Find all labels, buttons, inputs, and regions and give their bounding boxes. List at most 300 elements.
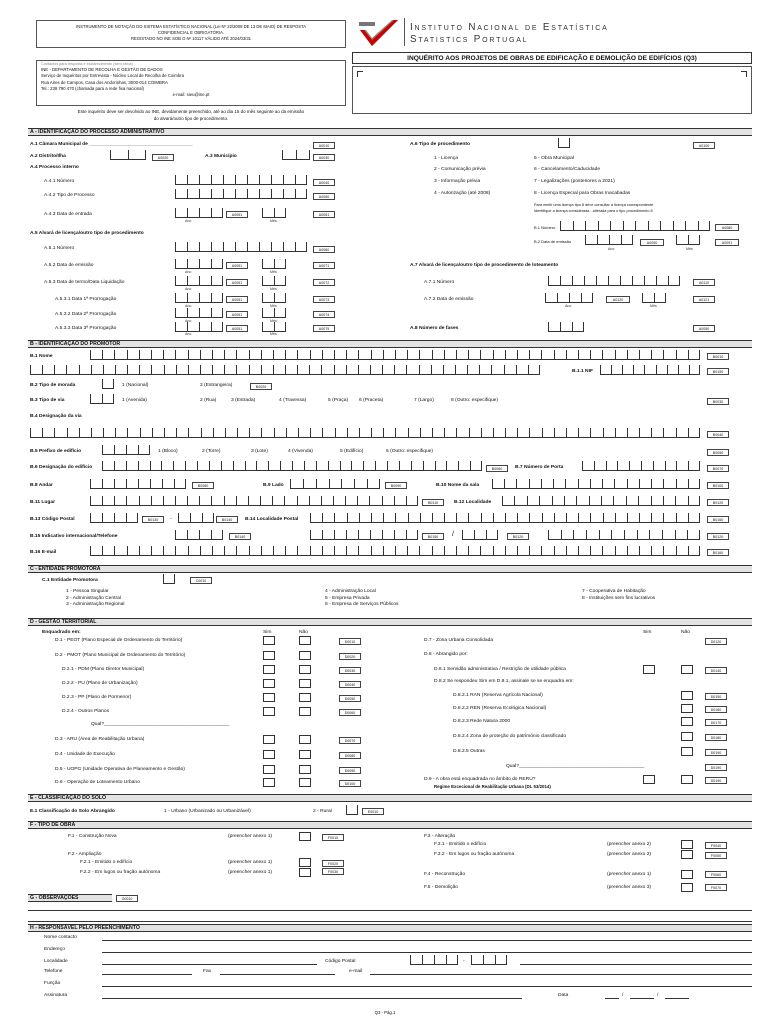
b2-address-code: B0020 [250, 383, 272, 390]
observations-line[interactable] [28, 921, 752, 922]
b15-phone2-code: B0120 [707, 533, 729, 540]
a43-month[interactable] [262, 209, 286, 218]
instruction-text [36, 109, 346, 122]
ine-logo-icon [358, 16, 402, 50]
b15-ext-code: B0120 [507, 533, 529, 540]
b12-code: B0120 [707, 499, 729, 506]
a3-label: A.3 Município [205, 154, 237, 159]
section-h-header: H - RESPONSÁVEL PELO PREENCHIMENTO [28, 924, 752, 932]
d-left-nao-checkbox[interactable] [299, 693, 311, 702]
contact-line: Serviço de Inquéritos por Entrevista - Núcleo Local de Recolha de Coimbra [41, 73, 185, 79]
f5-code: F0070 [705, 884, 727, 891]
instruction-line: do alvará/outro tipo de procedimento. [153, 115, 229, 121]
d-left-code: D0050 [339, 695, 361, 702]
year-caption: Ano [185, 219, 192, 223]
b3-input[interactable] [90, 395, 114, 404]
b15-label: B.15 Indicativo internacional/Telefone [30, 534, 118, 539]
e1-opt-1: 1 - Urbano (Urbanizado ou Urbanizável) [164, 809, 251, 814]
d-left-sim-checkbox[interactable] [263, 651, 275, 660]
instrument-line: INSTRUMENTO DE NOTAÇÃO DO SISTEMA ESTATÍSTICO NACIONAL (Lei Nº 22/2008 DE 13 DE MAIO) DE RESPOSTA [75, 24, 307, 29]
b3-opt-1: 1 (Avenida) [122, 398, 147, 403]
b11-place-input[interactable] [90, 497, 418, 506]
institute-name-en: Statistics Portugal [410, 34, 529, 45]
a531-code: A0073 [313, 296, 335, 303]
d-right-item: D.9 - A obra está enquadrada no âmbito do RERU? [424, 777, 536, 782]
a1-label: A.1 Câmara Municipal de ______________________________________ [30, 142, 193, 147]
b15-ext-input[interactable] [462, 531, 498, 540]
c1-label: C.1 Entidade Promotora [42, 578, 98, 583]
a42-code: A0050 [313, 193, 335, 200]
d-right-item: D.7 - Zona Urbana Consolidada [424, 638, 494, 643]
d-left-sim-checkbox[interactable] [263, 679, 275, 688]
a532-month[interactable] [262, 309, 286, 318]
instrument-line: REGISTADO NO INE SOB O Nº 10117 VÁLIDO ATÉ 2024/03/31 [131, 36, 251, 41]
d-right-item: D.8 - Abrangido por: [424, 652, 468, 657]
b12-input[interactable] [502, 497, 700, 506]
f32-checkbox[interactable] [681, 850, 693, 859]
a531-year[interactable] [175, 294, 223, 303]
f31-code: F0040 [705, 842, 727, 849]
d-right-sim-checkbox[interactable] [643, 665, 655, 674]
contact-caption: Contactos para resposta e esclarecimento (sem selos) [41, 62, 133, 66]
a6-opt-7: 7 - Legalizações (posteriores a 2021) [534, 179, 615, 184]
f21-checkbox[interactable] [299, 858, 311, 867]
d-left-sim-checkbox[interactable] [263, 778, 275, 787]
b8-code: B0080 [192, 482, 214, 489]
d-left-nao-checkbox[interactable] [299, 679, 311, 688]
b8-label: B.8 Andar [30, 483, 53, 488]
a51-code: A0060 [313, 246, 335, 253]
b9-input[interactable] [290, 480, 380, 489]
b3-opt-2: 2 (Rua) [200, 398, 217, 403]
c1-opt: 5 - Empresa Privada [325, 595, 370, 601]
b2-address-input[interactable] [102, 380, 114, 389]
d-right-item: D.8.2 Se respondeu Sim em D.8.1, assinale se se enquadra em: [434, 679, 574, 684]
d-right-sim-checkbox[interactable] [643, 775, 655, 784]
month-caption: Mês [270, 319, 277, 323]
a532-code-year: A0051 [226, 311, 248, 318]
a41-input[interactable] [175, 176, 307, 185]
d-right-item: Regime Excecional de Reabilitação Urbana (DL 53/2014) [434, 784, 551, 789]
a6-input[interactable] [558, 139, 570, 148]
b5-code: B0050 [707, 449, 729, 456]
f1-anexo: (preencher anexo 1) [228, 834, 273, 839]
h-fax-input[interactable] [220, 974, 335, 975]
a533-label: A.5.3.3 Data 3ª Prorrogação [55, 326, 117, 331]
h-telefone-input[interactable] [102, 974, 192, 975]
a2-input[interactable] [110, 151, 146, 160]
h-funcao-input[interactable] [102, 986, 752, 987]
d-right-code: D0190 [705, 777, 727, 784]
b6-code: B0060 [486, 465, 508, 472]
a6-opt-1: 1 - Licença [434, 156, 458, 161]
a52-code-year: A0051 [226, 262, 248, 269]
d-left-item: D.2.1 - PDM (Plano Diretor Municipal) [62, 667, 145, 672]
phone-slash: / [452, 531, 454, 538]
a532-label: A.5.3.2 Data 2ª Prorrogação [55, 312, 117, 317]
f5-checkbox[interactable] [681, 883, 693, 892]
b7-label: B.7 Número de Porta [515, 465, 564, 470]
b8-input[interactable] [90, 480, 186, 489]
month-caption: Mês [650, 304, 657, 308]
d-right-nao-checkbox[interactable] [681, 665, 693, 674]
c1-opts-col1 [66, 589, 124, 609]
b15-intl-input[interactable] [175, 531, 223, 540]
b4-code: B0040 [707, 431, 729, 438]
h-nome-input[interactable] [102, 940, 752, 941]
b7-input[interactable] [582, 462, 700, 471]
a533-code: A0075 [313, 325, 335, 332]
h-cp-locality-input[interactable] [520, 964, 752, 965]
d-left-nao-checkbox[interactable] [299, 778, 311, 787]
b3-opt-3: 3 (Estrada) [231, 398, 256, 403]
section-f-header: F - TIPO DE OBRA [28, 821, 752, 829]
page-footer: Q3 - Pág.1 [374, 1010, 396, 1015]
a531-code-year: A0051 [226, 296, 248, 303]
b12-label: B.12 Localidade [454, 500, 492, 505]
b10-input[interactable] [492, 480, 700, 489]
d-right-item: Qual?______________________________________________ [506, 764, 645, 769]
b13-label: B.13 Código Postal [30, 517, 75, 522]
a533-year[interactable] [175, 323, 223, 332]
d-left-item: D.5 - UOPG (Unidade Operativa de Planeamento e Gestão) [55, 767, 185, 772]
h-funcao-label: Função [44, 981, 61, 986]
b15-phone-input[interactable] [310, 531, 418, 540]
b2-month[interactable] [676, 236, 700, 245]
b16-code: B0160 [707, 549, 729, 556]
h-cp-label: Código Postal [325, 959, 356, 964]
h-cp-dash: - [463, 959, 465, 964]
d-right-item: D.8.2.1 RAN (Reserva Agrícola Nacional) [453, 693, 543, 698]
d-left-item: Qual?______________________________________________ [91, 722, 230, 727]
a2-label: A.2 Distrito/Ilha [30, 154, 66, 159]
a72-year[interactable] [545, 294, 593, 303]
d-left-code: D0010 [339, 638, 361, 645]
f4-checkbox[interactable] [681, 870, 693, 879]
nif-input[interactable] [600, 366, 700, 375]
a71-input[interactable] [548, 277, 680, 286]
a6-opt-2: 2 - Comunicação prévia [434, 167, 486, 172]
a532-year[interactable] [175, 309, 223, 318]
month-caption: Mês [270, 304, 277, 308]
d-left-item: D.3 - ARU (Área de Reabilitação Urbana) [55, 737, 145, 742]
d-left-code: D0070 [339, 737, 361, 744]
year-caption: Ano [565, 304, 572, 308]
h-cp4-input[interactable] [410, 956, 458, 965]
b5-opt-4: 4 (Vivenda) [288, 449, 313, 454]
b16-label: B.16 E-mail [30, 550, 57, 555]
b5-opt-1: 1 (Bloco) [158, 449, 178, 454]
b14-input[interactable] [310, 514, 700, 523]
d-left-nao-checkbox[interactable] [299, 735, 311, 744]
b4-input[interactable] [30, 429, 700, 438]
b11-place-code: B0110 [422, 499, 444, 506]
institute-name-pt: Instituto Nacional de Estatística [410, 22, 609, 33]
a3-input[interactable] [282, 151, 310, 160]
b1-label: B.1 Número [534, 225, 556, 230]
d-left-nao-checkbox[interactable] [299, 636, 311, 645]
b14-code: B0160 [707, 516, 729, 523]
d-left-sim-checkbox[interactable] [263, 665, 275, 674]
d-right-checkbox[interactable] [681, 704, 693, 713]
d-left-sim-checkbox[interactable] [263, 636, 275, 645]
b2-year[interactable] [585, 236, 633, 245]
f31-label: F.3.1 - Emitido o edifício [434, 842, 487, 847]
a531-month[interactable] [262, 294, 286, 303]
a72-code: A0120 [606, 296, 630, 303]
d-right-item: D.8.2.5 Outras [453, 749, 485, 754]
year-caption: Ano [185, 304, 192, 308]
c1-opt: 1 - Pessoa Singular [66, 589, 109, 594]
d-right-code: D0170 [705, 719, 727, 726]
month-caption: Mês [270, 219, 277, 223]
a6-code: A0100 [693, 142, 715, 149]
b1-name-label: B.1 Nome [30, 354, 53, 359]
f5-label: F.5 - Demolição [424, 885, 458, 890]
a42-input[interactable] [175, 190, 307, 199]
b4-label: B.4 Designação da via [30, 414, 82, 419]
h-data-year[interactable] [665, 998, 689, 999]
f31-anexo: (preencher anexo 2) [607, 842, 652, 847]
section-a-header: A - IDENTIFICAÇÃO DO PROCESSO ADMINISTRATIVO [28, 128, 752, 136]
b2-opt-1: 1 (Nacional) [122, 383, 149, 388]
d-left-sim-checkbox[interactable] [263, 765, 275, 774]
d-right-item: D.8.2.4 Zona de proteção do património classificado [453, 734, 567, 739]
a6-label: A.6 Tipo de procedimento [410, 142, 470, 147]
a6-opt-4: 4 - Autorização (até 2008) [434, 191, 491, 196]
a8-code: A0050 [693, 325, 715, 332]
d-left-sim-checkbox[interactable] [263, 750, 275, 759]
d-left-sim-checkbox[interactable] [263, 707, 275, 716]
b7-code: B0070 [707, 465, 729, 472]
a52-code: A0071 [313, 262, 335, 269]
b5-input[interactable] [102, 446, 150, 455]
a1-code: A0010 [313, 142, 335, 149]
b16-input[interactable] [90, 547, 700, 556]
a6-opt-8: 8 - Licença Especial para Obras Inacabadas [534, 191, 631, 196]
b13-cp4-input[interactable] [90, 514, 138, 523]
d-left-sim-checkbox[interactable] [263, 735, 275, 744]
g-code: G0010 [116, 895, 138, 902]
c1-opt: 3 - Administração Regional [66, 602, 125, 607]
f22-code: F0030 [322, 868, 344, 875]
h-data-day[interactable] [605, 998, 619, 999]
contact-line: Tel.: 239 790 470 (chamada para a rede fixa nacional) [41, 85, 144, 91]
h-data-month[interactable] [630, 998, 654, 999]
e1-opt-2: 2 - Rural [313, 809, 332, 814]
d-left-nao-checkbox[interactable] [299, 651, 311, 660]
b2-code: A0090 [640, 239, 664, 246]
b11-label: B.1.1 NIF [572, 369, 593, 374]
instrument-notice [36, 20, 346, 48]
a5-label: A.5 Alvará de licença/outro tipo de procedimento [30, 231, 144, 236]
a72-month[interactable] [642, 294, 666, 303]
d-right-checkbox[interactable] [681, 747, 693, 756]
f1-code: F0010 [322, 834, 344, 841]
b2-code-month: A0091 [715, 239, 739, 246]
logo-divider [404, 18, 405, 46]
d-left-nao-checkbox[interactable] [299, 750, 311, 759]
f21-code: F0020 [322, 860, 344, 867]
d-right-code: D0190 [705, 764, 727, 771]
b15-intl-code: B0140 [229, 533, 251, 540]
a52-year[interactable] [175, 260, 223, 269]
stamp-box[interactable] [352, 66, 752, 114]
observations-line[interactable] [28, 910, 752, 911]
b3-opt-8: 8 (Outro: especifique) [451, 398, 499, 403]
contact-line: Rua Aires de Campos, Casa dos Andorinhas, 3000-014 COIMBRA [41, 79, 168, 85]
b15-phone-code: B0150 [422, 533, 444, 540]
d-left-item: D.6 - Operação de Loteamento Urbano [55, 780, 140, 785]
d-right-checkbox[interactable] [681, 732, 693, 741]
d-left-code: D0080 [339, 752, 361, 759]
a52-month[interactable] [262, 260, 286, 269]
date-sep: / [622, 993, 624, 998]
f21-anexo: (preencher anexo 1) [228, 860, 273, 865]
c1-opt: 8 - Instituições sem fins lucrativos [582, 595, 656, 601]
b2-address-label: B.2 Tipo de morada [30, 383, 76, 388]
f1-checkbox[interactable] [299, 832, 311, 841]
d-left-item: D.1 - PEOT (Plano Especial de Ordenamento do Território) [55, 638, 183, 643]
h-endereco-input[interactable] [102, 952, 752, 953]
a533-month[interactable] [262, 323, 286, 332]
d-right-code: D0180 [705, 734, 727, 741]
b15-phone2-input[interactable] [548, 531, 700, 540]
section-e-header: E - CLASSIFICAÇÃO DO SOLO [28, 794, 752, 802]
f22-checkbox[interactable] [299, 868, 311, 877]
d-left-code: D0020 [339, 653, 361, 660]
month-caption: Mês [270, 287, 277, 291]
instrument-line: CONFIDENCIAL E OBRIGATÓRIA. [157, 30, 225, 35]
d-nao-header: Não [299, 630, 308, 635]
d-left-code: D0040 [339, 681, 361, 688]
c1-input[interactable] [163, 575, 175, 584]
a43-year[interactable] [175, 209, 223, 218]
form-title: INQUÉRITO AOS PROJETOS DE OBRAS DE EDIFICAÇÃO E DEMOLIÇÃO DE EDIFÍCIOS (Q3) [352, 52, 752, 64]
d-left-sim-checkbox[interactable] [263, 693, 275, 702]
a51-label: A.5.1 Número [44, 246, 75, 251]
f31-checkbox[interactable] [681, 840, 693, 849]
h-localidade-input[interactable] [102, 964, 317, 965]
c1-opts-col3 [582, 589, 655, 602]
d-enquadrado-label: Enquadrado em: [42, 630, 81, 635]
a8-input[interactable] [548, 323, 584, 332]
h-assinatura-input[interactable] [102, 998, 522, 999]
a51-input[interactable] [175, 243, 307, 252]
a3-code: A0030 [313, 154, 335, 161]
year-caption: Ano [608, 247, 615, 251]
f4-code: F0060 [705, 871, 727, 878]
year-caption: Ano [185, 319, 192, 323]
b1-name-code: B0010 [707, 353, 729, 360]
a41-label: A.4.1 Número [44, 179, 75, 184]
b1-name-input-2[interactable] [30, 366, 540, 375]
month-caption: Mês [270, 270, 277, 274]
b3-code: B0030 [707, 398, 729, 405]
a53-month[interactable] [262, 277, 286, 286]
b10-label: B.10 Nome da sala [436, 483, 480, 488]
f1-label: F.1 - Construção Nova [68, 834, 117, 839]
d-right-checkbox[interactable] [681, 691, 693, 700]
a6-opt-6: 6 - Cancelamento/Caducidade [534, 167, 601, 172]
d-right-nao-checkbox[interactable] [681, 775, 693, 784]
a2-code: A0020 [152, 154, 174, 161]
d-right-code: D0120 [705, 638, 727, 645]
h-nome-label: Nome contacto [44, 935, 77, 940]
b3-opt-6: 6 (Praceta) [359, 398, 384, 403]
d-left-nao-checkbox[interactable] [299, 765, 311, 774]
f4-anexo: (preencher anexo 1) [607, 872, 652, 877]
a531-label: A.5.3.1 Data 1ª Prorrogação [55, 297, 117, 302]
c1-opt: 6 - Empresa de Serviços Públicos [325, 602, 399, 607]
contact-line: INE - DEPARTAMENTO DE RECOLHA E GESTÃO DE DADOS [41, 67, 163, 72]
h-email-label: e-mail [349, 969, 363, 974]
a71-label: A.7.1 Número [424, 280, 455, 285]
h-endereco-label: Endereço [44, 947, 65, 952]
a71-code: A0110 [693, 279, 715, 286]
f22-label: F.2.2 - Em lugos ou fração autónoma [80, 870, 161, 875]
b13-cp4-code: B0130 [142, 516, 164, 523]
d-right-checkbox[interactable] [681, 717, 693, 726]
a53-year[interactable] [175, 277, 223, 286]
d-right-code: D0190 [705, 749, 727, 756]
a6-opt-3: 3 - Informação prévia [434, 179, 481, 184]
h-fax-label: Fax [203, 969, 212, 974]
d-right-item: D.8.2.2 REN (Reserva Ecológica Nacional) [453, 706, 547, 711]
d-sim-header: Sim [263, 630, 272, 635]
b6-input[interactable] [102, 462, 482, 471]
b1-name-input[interactable] [90, 351, 700, 360]
postal-dash: - [170, 517, 172, 522]
d-right-item: D.8.2.3 Rede Natura 2000 [453, 719, 511, 724]
f22-anexo: (preencher anexo 1) [228, 870, 273, 875]
d-left-item: D.4 - Unidade de Execução [55, 752, 115, 757]
b3-opt-5: 5 (Praça) [328, 398, 349, 403]
h-email-input[interactable] [370, 974, 752, 975]
b13-cp3-code: B0140 [216, 516, 238, 523]
a52-label: A.5.2 Data de emissão [44, 263, 94, 268]
d-right-code: D0140 [705, 667, 727, 674]
d-left-nao-checkbox[interactable] [299, 665, 311, 674]
f32-anexo: (preencher anexo 2) [607, 852, 652, 857]
d-right-code: D0150 [705, 693, 727, 700]
d-left-nao-checkbox[interactable] [299, 707, 311, 716]
contact-email: e-mail: sieu@ine.pt [172, 92, 210, 98]
a7-label: A.7 Alvará de licença/outro tipo de procedimento de loteamento [410, 263, 559, 268]
b11-place-label: B.11 Lugar [30, 500, 56, 505]
h-cp3-input[interactable] [471, 956, 507, 965]
c1-opt: 2 - Administração Central [66, 595, 121, 601]
b6-label: B.6 Designação do edifício [30, 465, 93, 470]
institute-name [410, 22, 609, 46]
e1-label: E.1 Classificação do Solo Abrangido [30, 809, 115, 814]
a42-label: A.4.2 Tipo de Processo [44, 193, 95, 198]
b1-input[interactable] [560, 222, 710, 231]
section-c-header: C - ENTIDADE PROMOTORA [28, 565, 752, 573]
section-b-header: B - IDENTIFICAÇÃO DO PROMOTOR [28, 340, 752, 348]
b5-opt-2: 2 (Torre) [202, 449, 221, 454]
a533-code-year: A0051 [226, 325, 248, 332]
a532-code: A0074 [313, 311, 335, 318]
b5-opt-6: 6 (Outro: especifique) [386, 449, 434, 454]
b13-cp3-input[interactable] [178, 514, 214, 523]
b5-label: B.5 Prefixo de edifício [30, 449, 82, 454]
e1-input[interactable] [346, 806, 358, 815]
e1-code: E0010 [362, 808, 384, 815]
section-d-header: D - GESTÃO TERRITORIAL [28, 618, 752, 626]
b14-label: B.14 Localidade Postal [245, 517, 299, 522]
f32-code: F0050 [705, 852, 727, 859]
